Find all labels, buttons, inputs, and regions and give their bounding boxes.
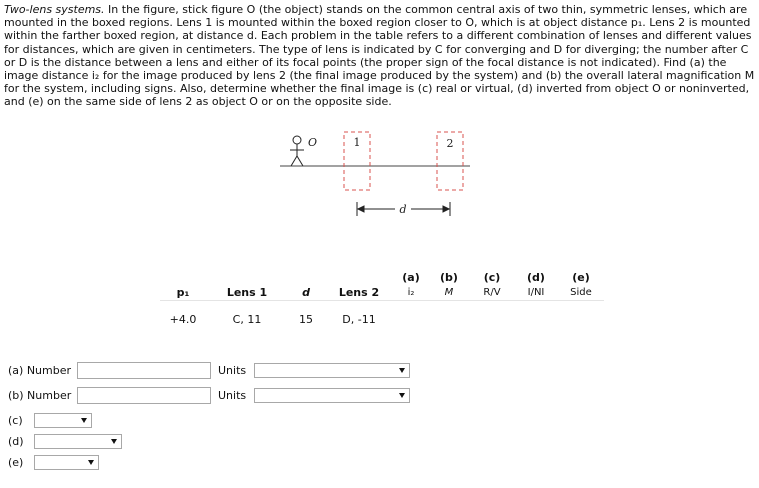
answer-a-number-input[interactable] [77,362,211,379]
header-d: (d) [527,270,545,284]
object-label: O [308,136,318,149]
cell-p1: +4.0 [160,301,206,334]
stick-figure-object [290,136,304,166]
col-p1: p₁ [176,285,190,299]
cell-rv [470,301,514,334]
answer-row-a [8,362,410,379]
col-lens1: Lens 1 [226,285,268,299]
cell-d: 15 [288,301,324,334]
cell-lens2: D, -11 [324,301,394,334]
col-m: M [444,286,454,298]
header-a: (a) [402,270,420,284]
answer-row-d [8,434,122,449]
col-ini: I/NI [527,286,545,298]
answer-a-units-label: Units [218,364,247,377]
problem-statement [4,3,756,109]
answer-row-c [8,413,92,428]
answer-e-select[interactable] [34,455,99,470]
chevron-down-icon [399,393,405,398]
lens1-label: 1 [353,136,361,149]
problem-text: In the figure, stick figure O (the object) stands on the common central axis of two thin, symmetric lenses, which are mounted in the boxed regions. Lens 1 is mounted within the boxed region closer to O, which is at object distance p₁. Lens 2 is mounted within the farther boxed region, at distance d. Each problem in the table refers to a different combination of lenses and different values for distances, which are given in centimeters. The type of lens is indicated by C for converging and D for diverging; the number after C or D is the distance between a lens and either of its focal points (the proper sign of the focal distance is not indicated). Find (a) the image distance i₂ for the image produced by lens 2 (the final image produced by the system) and (b) the overall lateral magnification M for the system, including signs. Also, determine whether the final image is (c) real or virtual, (d) inverted from object O or noninverted, and (e) on the same side of lens 2 as object O or on the opposite side. [4,3,755,109]
answer-b-units-select[interactable] [254,388,410,403]
answer-e-label: (e) [8,456,24,469]
chevron-down-icon [88,460,94,465]
col-d: d [302,285,310,299]
answer-a-units-select[interactable] [254,363,410,378]
answer-d-label: (d) [8,435,24,448]
col-lens2: Lens 2 [338,285,380,299]
answer-c-label: (c) [8,414,23,427]
col-i2: i₂ [407,286,415,298]
answer-c-select[interactable] [34,413,92,428]
col-rv: R/V [483,286,501,298]
chevron-down-icon [111,439,117,444]
header-b: (b) [440,270,458,284]
answer-row-b [8,387,410,404]
header-c: (c) [483,270,501,284]
answer-b-units-label: Units [218,389,247,402]
lens-diagram [280,128,470,224]
cell-lens1: C, 11 [206,301,288,334]
lens2-label: 2 [446,137,454,150]
distance-d-label: d [399,203,407,216]
col-side: Side [570,286,592,298]
cell-ini [514,301,558,334]
table-row [160,301,604,334]
cell-i2 [394,301,428,334]
answer-d-select[interactable] [34,434,122,449]
cell-m [428,301,470,334]
answer-a-label: (a) Number [8,364,72,377]
chevron-down-icon [399,368,405,373]
answer-b-number-input[interactable] [77,387,211,404]
two-lens-figure [280,128,470,224]
answer-b-label: (b) Number [8,389,72,402]
chevron-down-icon [81,418,87,423]
answer-row-e [8,455,99,470]
problem-table [160,270,604,333]
header-e: (e) [572,270,590,284]
problem-title: Two-lens systems. [4,3,105,16]
cell-side [558,301,604,334]
